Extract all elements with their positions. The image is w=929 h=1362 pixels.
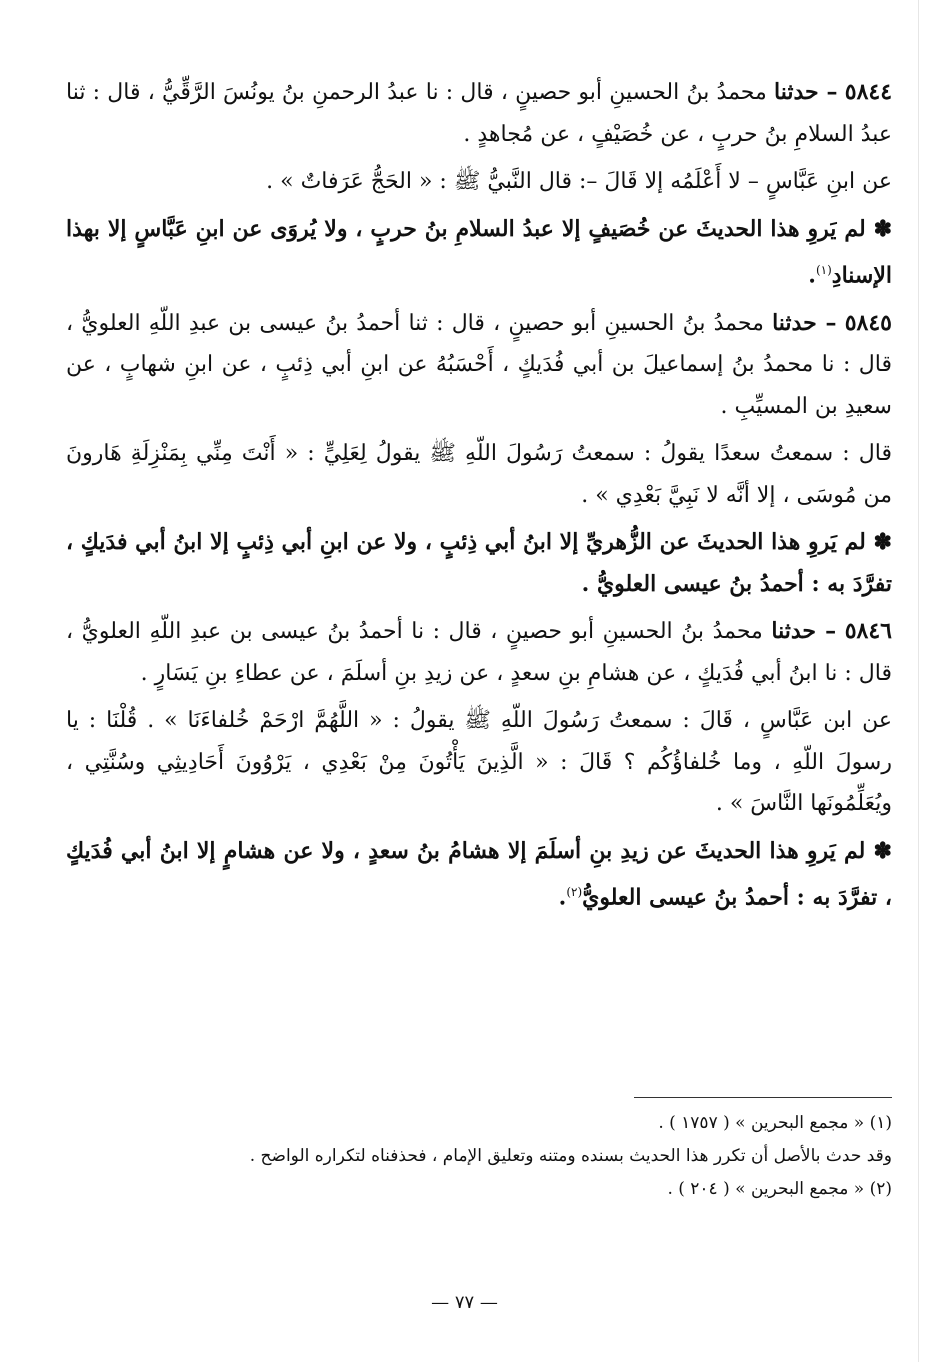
- haddathana: حدثنا: [772, 309, 817, 336]
- hadith-5846-comment: ✽ لم يَروِ هذا الحديثَ عن زيدِ بنِ أسلَمَ إلا هشامُ بنُ سعدٍ ، ولا عن هشامٍ إلا ابنُ أبي فُدَيكٍ ، تفرَّدَ به : أحمدُ بنُ عيسى العلويُّ$^{(٢)}$.: [66, 837, 892, 911]
- hadith-5844-matn: [66, 161, 892, 203]
- isnad-text: محمدُ بنُ الحسينِ أبو حصينٍ ، قال : نا عبدُ الرحمنِ بنُ يونُسَ الرَّقِّيُّ ، قال : ثنا عبدُ السلامِ بنُ حربٍ ، عن خُصَيْفٍ ، عن مُجاهدٍ .: [66, 80, 892, 147]
- footnotes: [66, 1107, 892, 1206]
- page-number: — ٧٧ —: [431, 1292, 498, 1313]
- footnote-2: (٢) « مجمع البحرين » ( ٢٠٤ ) .: [667, 1179, 892, 1199]
- hadith-5844-isnad: ٥٨٤٤ – حدثنا محمدُ بنُ الحسينِ أبو حصينٍ ، قال : نا عبدُ الرحمنِ بنُ يونُسَ الرَّقِّيُّ ، قال : ثنا عبدُ السلامِ بنُ حربٍ ، عن خُصَيْفٍ ، عن مُجاهدٍ .: [66, 79, 893, 147]
- hadith-5846-matn: [66, 700, 892, 825]
- isnad-text: محمدُ بنُ الحسينِ أبو حصينٍ ، قال : نا أحمدُ بنُ عيسى بن عبدِ اللّهِ العلويُّ ، قال : نا ابنُ أبي فُدَيكٍ ، عن هشامِ بنِ سعدٍ ، عن زيدِ بنِ أسلَمَ ، عن عطاءِ بنِ يَسَارٍ .: [66, 619, 892, 686]
- hadith-number: ٥٨٤٦: [844, 618, 892, 645]
- comment-text: ✽ لم يَروِ هذا الحديثَ عن الزُّهريِّ إلا ابنُ أبي ذِئبٍ ، ولا عن ابنِ أبي ذِئبٍ إلا ابنُ أبي فدَيكٍ ، تفرَّدَ به : أحمدُ بنُ عيسى العلويُّ .: [66, 529, 892, 597]
- footnote-1-continuation: وقد حدث بالأصل أن تكرر هذا الحديث بسنده ومتنه وتعليق الإمام ، فحذفناه لتكراره الواضح .: [249, 1146, 892, 1166]
- footnote-1: (١) « مجمع البحرين » ( ١٧٥٧ ) .: [658, 1113, 892, 1133]
- footnote-divider: [634, 1097, 892, 1098]
- haddathana: حدثنا: [774, 79, 819, 105]
- hadith-5845-matn: [66, 433, 892, 516]
- comment-text: ✽ لم يَروِ هذا الحديثَ عن زيدِ بنِ أسلَمَ إلا هشامُ بنُ سعدٍ ، ولا عن هشامٍ إلا ابنُ أبي فُدَيكٍ ، تفرَّدَ به : أحمدُ بنُ عيسى العلويُّ: [66, 837, 892, 911]
- hadith-5845-isnad: ٥٨٤٥ – حدثنا محمدُ بنُ الحسينِ أبو حصينٍ ، قال : ثنا أحمدُ بنُ عيسى بن عبدِ اللّهِ العلويُّ ، قال : نا محمدُ بنُ إسماعيلَ بن أبي فُدَيكٍ ، أَحْسَبُهُ عن ابنِ أبي ذِئبٍ ، عن ابنِ شهابٍ ، عن سعيدِ بن المسيِّبِ .: [66, 309, 892, 419]
- hadith-5846-isnad: ٥٨٤٦ – حدثنا محمدُ بنُ الحسينِ أبو حصينٍ ، قال : نا أحمدُ بنُ عيسى بن عبدِ اللّهِ العلويُّ ، قال : نا ابنُ أبي فُدَيكٍ ، عن هشامِ بنِ سعدٍ ، عن زيدِ بنِ أسلَمَ ، عن عطاءِ بنِ يَسَارٍ .: [66, 618, 892, 686]
- matn-text: عن ابن عَبَّاسٍ ، قَالَ : سمعتُ رَسُولَ اللّهِ ﷺ يقولُ : « اللَّهُمَّ ارْحَمْ خُلفاءَنَا » . قُلْنَا : يا رسولَ اللّهِ ، وما خُلفاؤُكُم ؟ قَالَ : « الَّذِينَ يَأْتُونَ مِنْ بَعْدِي ، يَرْوُونَ أَحَادِيثِي وسُنَّتِي ، ويُعَلِّمُونَها النَّاسَ » .: [66, 708, 892, 817]
- matn-text: قال : سمعتُ سعدًا يقولُ : سمعتُ رَسُولَ اللّهِ ﷺ يقولُ لِعَلِيٍّ : « أَنْتَ مِنِّي بِمَنْزِلَةِ هَارونَ من مُوسَى ، إلا أنَّه لا نَبِيَّ بَعْدِي » .: [66, 441, 892, 508]
- haddathana: حدثنا: [771, 618, 816, 645]
- hadith-5844-comment: ✽ لم يَروِ هذا الحديثَ عن خُصَيفٍ إلا عبدُ السلامِ بنُ حربٍ ، ولا يُروَى عن ابنِ عَبَّاسٍ إلا بهذا الإسنادِ$^{(١)}$.: [66, 215, 892, 289]
- comment-text: ✽ لم يَروِ هذا الحديثَ عن خُصَيفٍ إلا عبدُ السلامِ بنُ حربٍ ، ولا يُروَى عن ابنِ عَبَّاسٍ إلا بهذا الإسنادِ: [66, 215, 892, 289]
- hadith-number: ٥٨٤٤: [844, 79, 893, 105]
- matn-text: عن ابنِ عَبَّاسٍ – لا أَعْلَمُه إلا قَالَ –: قال النَّبيُّ ﷺ : « الحَجُّ عَرَفاتٌ » .: [266, 169, 892, 194]
- hadith-5845-comment: [66, 522, 892, 605]
- footnote-ref: (٢): [566, 885, 583, 900]
- page-edge: [918, 0, 919, 1362]
- hadith-number: ٥٨٤٥: [844, 309, 892, 336]
- isnad-text: محمدُ بنُ الحسينِ أبو حصينٍ ، قال : ثنا أحمدُ بنُ عيسى بن عبدِ اللّهِ العلويُّ ، قال : نا محمدُ بنُ إسماعيلَ بن أبي فُدَيكٍ ، أَحْسَبُهُ عن ابنِ أبي ذِئبٍ ، عن ابنِ شهابٍ ، عن سعيدِ بن المسيِّبِ .: [66, 310, 892, 419]
- footnote-ref: (١): [815, 263, 832, 277]
- main-text: [66, 72, 892, 919]
